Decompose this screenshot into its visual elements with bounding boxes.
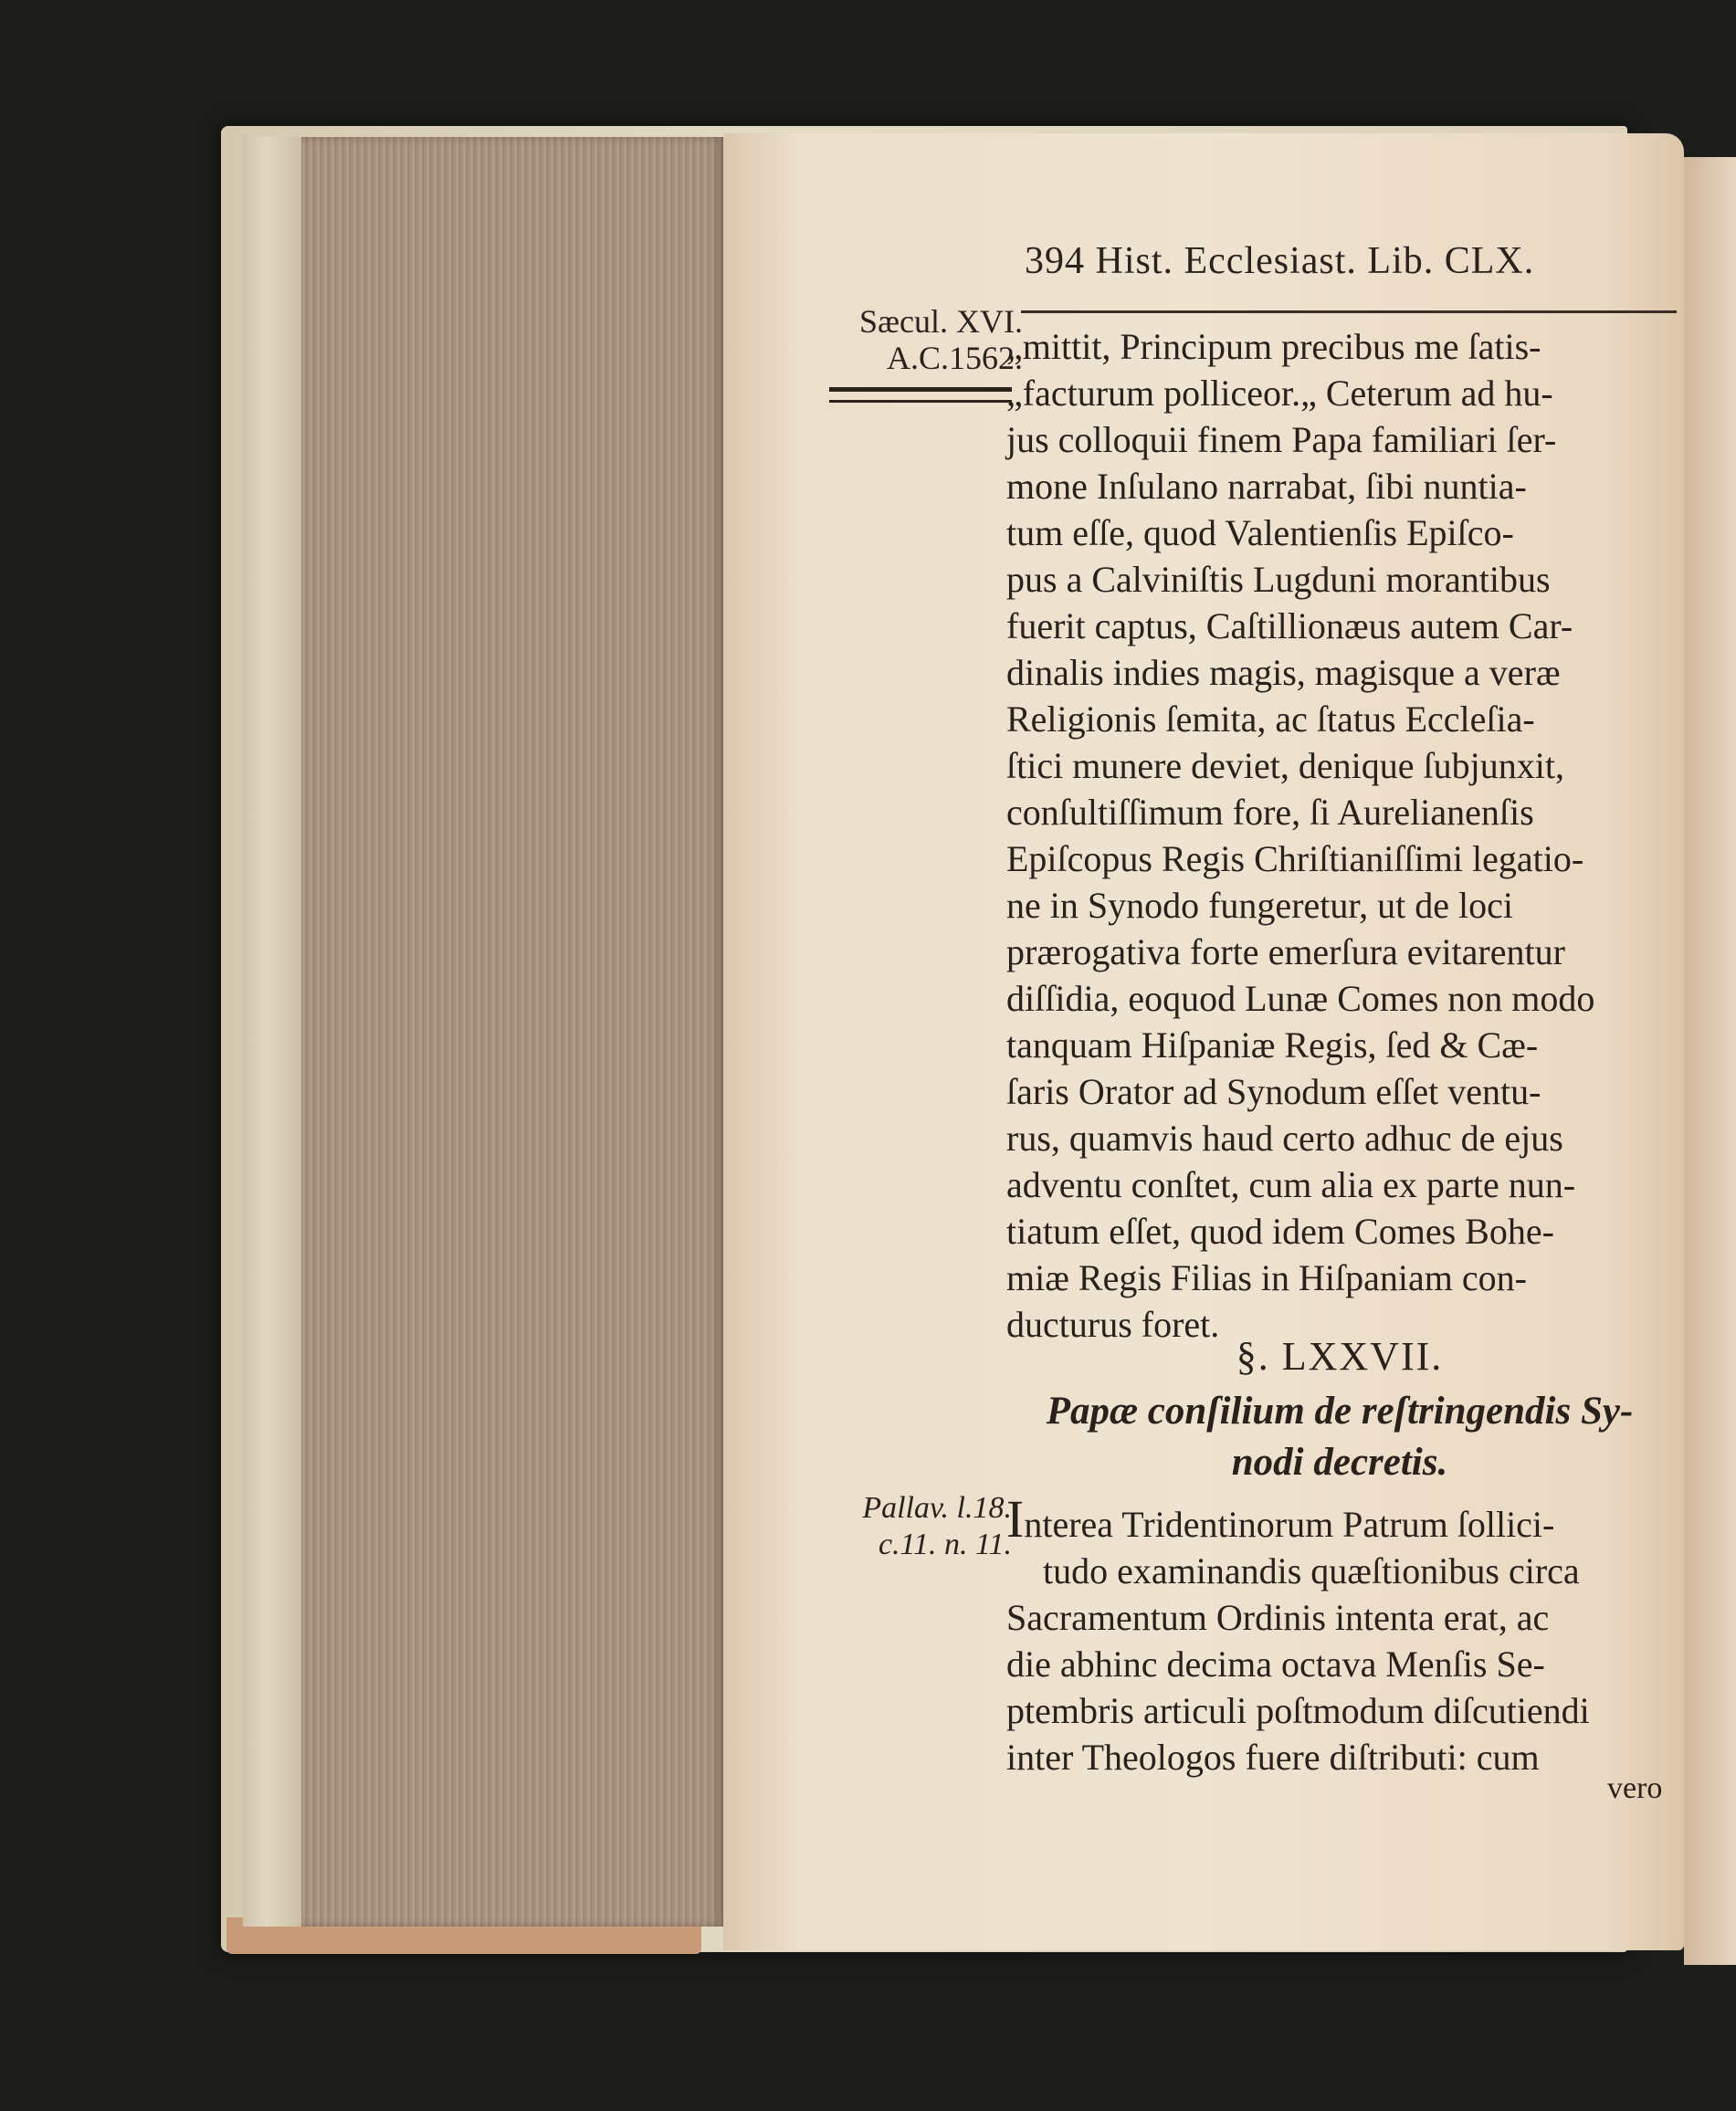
margin-rule (829, 387, 1012, 392)
text-line: ducturus foret. (1006, 1304, 1220, 1345)
drop-cap: I (1006, 1489, 1025, 1549)
text-line: „facturum polliceor.„ Ceterum ad hu- (1006, 373, 1553, 414)
text-line: mone Inſulano narrabat, ſibi nuntia- (1006, 466, 1527, 507)
text-line: conſultiſſimum fore, ſi Aurelianenſis (1006, 792, 1534, 833)
page-block-fore-edge (301, 137, 723, 1927)
text-line: tiatum eſſet, quod idem Comes Bohe- (1006, 1211, 1554, 1252)
section-number: §. LXXVII. (1236, 1334, 1444, 1379)
text-line: die abhinc decima octava Menſis Se- (1006, 1644, 1545, 1685)
text-line: pus a Calviniſtis Lugduni morantibus (1006, 559, 1551, 600)
margin-note-ref-line-2: c.11. n. 11. (878, 1528, 1012, 1561)
margin-note-era (804, 303, 1023, 376)
margin-rule-thin (829, 400, 1012, 403)
facing-page-edge (1684, 157, 1736, 1965)
margin-note-century: Sæcul. XVI. (859, 303, 1023, 340)
section-title-line-1: Papæ conſilium de reſtringendis Sy- (1046, 1390, 1634, 1433)
text-line: ſtici munere deviet, denique ſubjunxit, (1006, 745, 1564, 786)
text-line: adventu conſtet, cum alia ex parte nun- (1006, 1164, 1576, 1205)
text-line: Sacramentum Ordinis intenta erat, ac (1006, 1597, 1550, 1638)
text-line: miæ Regis Filias in Hiſpaniam con- (1006, 1257, 1527, 1298)
text-line: Religionis ſemita, ac ſtatus Eccleſia- (1006, 698, 1535, 740)
text-line: tanquam Hiſpaniæ Regis, ſed & Cæ- (1006, 1024, 1539, 1066)
text-line: inter Theologos fuere diſtributi: cum (1006, 1737, 1540, 1778)
running-head: 394 Hist. Ecclesiast. Lib. CLX. (1025, 240, 1535, 282)
text-line: Epiſcopus Regis Chriſtianiſſimi legatio- (1006, 838, 1584, 879)
text-line (1006, 1489, 1673, 1549)
text-line: diſſidia, eoquod Lunæ Comes non modo (1006, 978, 1595, 1019)
head-rule (1021, 310, 1677, 313)
text-line: dinalis indies magis, magisque a veræ (1006, 652, 1561, 693)
text-line: rus, quamvis haud certo adhuc de ejus (1006, 1118, 1563, 1159)
text-line: tum eſſe, quod Valentienſis Epiſco- (1006, 512, 1514, 553)
text-line: ſaris Orator ad Synodum eſſet ventu- (1006, 1071, 1541, 1112)
text-line: prærogativa forte emerſura evitarentur (1006, 931, 1565, 972)
text-line: fuerit captus, Caſtillionæus autem Car- (1006, 605, 1573, 646)
text-line: jus colloquii finem Papa familiari ſer- (1006, 419, 1557, 460)
text-line: tudo examinandis quæſtionibus circa (1043, 1550, 1580, 1591)
section-title (1006, 1386, 1673, 1488)
margin-note-year: A.C.1562. (886, 340, 1023, 376)
text-line: ne in Synodo fungeretur, ut de loci (1006, 885, 1513, 926)
catchword: vero (1607, 1771, 1663, 1805)
paragraph-1 (1006, 323, 1673, 1348)
margin-note-reference (796, 1490, 1012, 1563)
page-stack-edge (243, 137, 301, 1927)
text-line: ptembris articuli poſtmodum diſcutiendi (1006, 1690, 1590, 1731)
paragraph-2 (1006, 1489, 1673, 1780)
text-line-content: nterea Tridentinorum Patrum ſollici- (1024, 1504, 1555, 1545)
text-line: „mittit, Principum precibus me ſatis- (1006, 326, 1541, 367)
section-title-line-2: nodi decretis. (1231, 1441, 1448, 1484)
margin-note-ref-line-1: Pallav. l.18. (862, 1491, 1012, 1525)
